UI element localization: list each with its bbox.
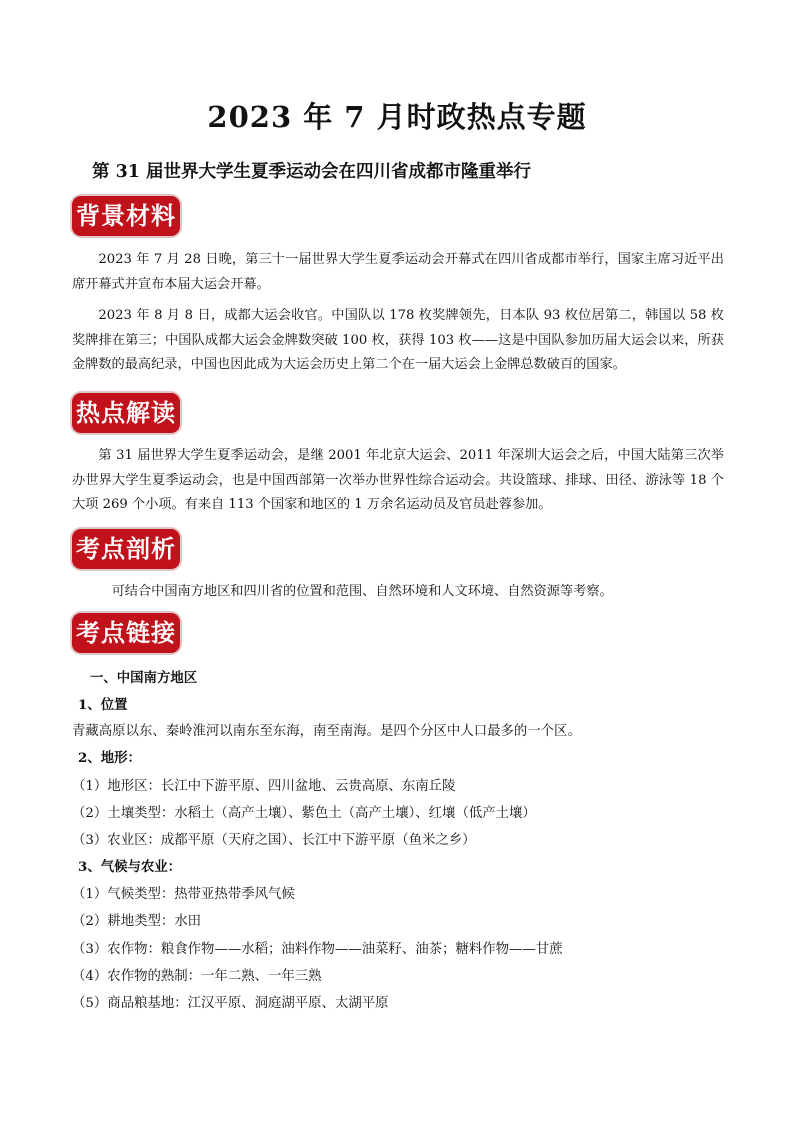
terrain-item-3: （3）农业区：成都平原（天府之国）、长江中下游平原（鱼米之乡） — [72, 833, 476, 848]
position-text: 青藏高原以东、秦岭淮河以南东至东海，南至南海。是四个分区中人口最多的一个区。 — [72, 724, 581, 739]
section-badge-link: 考点链接 — [72, 613, 180, 653]
background-paragraph-2: 2023 年 8 月 8 日，成都大运会收官。中国队以 178 枚奖牌领先，日本队 93 枚位居第二，韩国以 58 枚奖牌排在第三；中国队成都大运会金牌数突破 100 枚，获得 103 枚——这是中国队参加历届大运会以来，所获金牌数的最高纪录，中国也因此成为大运会历史上第二个在一届大运会上金牌总数破百的国家。 — [72, 308, 724, 372]
link-heading: 一、中国南方地区 — [90, 670, 198, 686]
climate-item-2: （2）耕地类型：水田 — [72, 914, 202, 929]
position-heading: 1、位置 — [78, 697, 128, 713]
climate-item-5: （5）商品粮基地：江汉平原、洞庭湖平原、太湖平原 — [72, 996, 389, 1011]
page-title: 2023 年 7 月时政热点专题 — [207, 100, 587, 134]
climate-item-4: （4）农作物的熟制：一年二熟、一年三熟 — [72, 969, 322, 984]
analysis-paragraph: 可结合中国南方地区和四川省的位置和范围、自然环境和人文环境、自然资源等考察。 — [111, 584, 613, 599]
climate-item-1: （1）气候类型：热带亚热带季风气候 — [72, 887, 295, 902]
terrain-heading: 2、地形： — [78, 750, 141, 766]
terrain-item-2: （2）土壤类型：水稻土（高产土壤）、紫色土（高产土壤）、红壤（低产土壤） — [72, 806, 536, 821]
section-badge-analysis: 考点剖析 — [72, 529, 180, 569]
terrain-item-1: （1）地形区：长江中下游平原、四川盆地、云贵高原、东南丘陵 — [72, 779, 456, 794]
climate-item-3: （3）农作物：粮食作物——水稻；油料作物——油菜籽、油茶；糖料作物——甘蔗 — [72, 942, 563, 957]
interpretation-paragraph: 第 31 届世界大学生夏季运动会，是继 2001 年北京大运会、2011 年深圳大运会之后，中国大陆第三次举办世界大学生夏季运动会，也是中国西部第一次举办世界性综合运动会。共设篮球、排球、田径、游泳等 18 个大项 269 个小项。有来自 113 个国家和地区的 1 万余名运动员及官员赴蓉参加。 — [72, 448, 724, 512]
background-paragraph-1: 2023 年 7 月 28 日晚，第三十一届世界大学生夏季运动会开幕式在四川省成都市举行，国家主席习近平出席开幕式并宣布本届大运会开幕。 — [72, 252, 724, 292]
page-subtitle: 第 31 届世界大学生夏季运动会在四川省成都市隆重举行 — [92, 162, 532, 182]
section-badge-background: 背景材料 — [72, 196, 180, 236]
climate-heading: 3、气候与农业： — [78, 859, 182, 875]
section-badge-interpretation: 热点解读 — [72, 393, 180, 433]
